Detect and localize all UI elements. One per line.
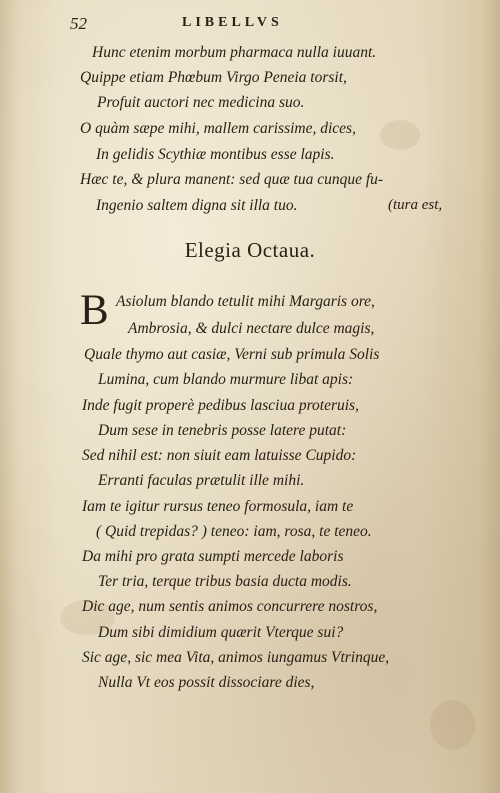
turnover-text: (tura est, [388,197,443,213]
page-header [0,12,500,34]
verse-line: Dum sibi dimidium quærit Vterque sui? [98,624,344,641]
verse-line: Nulla Vt eos possit dissociare dies, [98,674,315,691]
verse-line: Dic age, num sentis animos concurrere nostros, [82,598,378,615]
verse-line: Inde fugit properè pedibus lasciua proteruis, [82,397,359,414]
verse-line: Asiolum blando tetulit mihi Margaris ore, [116,293,375,310]
verse-line: Dum sese in tenebris posse latere putat: [98,422,347,439]
verse-line: Quale thymo aut casiæ, Verni sub primula Solis [84,346,380,363]
verse-line: In gelidis Scythiæ montibus esse lapis. [96,146,335,163]
drop-cap: B [80,287,109,334]
verse-line: Ingenio saltem digna sit illa tuo. [96,197,298,214]
verse-line: Erranti faculas prætulit ille mihi. [98,472,305,489]
page-number: 52 [70,14,87,33]
verse-line: Iam te igitur rursus teneo formosula, iam te [82,498,354,515]
elegy-title: Elegia Octaua. [184,238,316,262]
verse-line: Sic age, sic mea Vita, animos iungamus Vtrinque, [82,649,390,666]
verse-line: Sed nihil est: non siuit eam latuisse Cupido: [82,447,357,464]
paper-stain [430,700,475,750]
paper-stain [380,120,420,150]
verse-line: Hæc te, & plura manent: sed quæ tua cunque fu- [80,171,384,188]
verse-line: Quippe etiam Phœbum Virgo Peneia torsit, [80,69,347,86]
verse-line: Ter tria, terque tribus basia ducta modis. [98,573,352,590]
verse-line: O quàm sæpe mihi, mallem carissime, dices, [80,120,356,137]
verse-line: Profuit auctori nec medicina suo. [97,94,305,111]
verse-line: Hunc etenim morbum pharmaca nulla iuuant. [92,44,377,61]
verse-line: Ambrosia, & dulci nectare dulce magis, [128,320,375,337]
verse-line: Lumina, cum blando murmure libat apis: [98,371,354,388]
verse-line: Da mihi pro grata sumpti mercede laboris [82,548,344,565]
running-title: LIBELLVS [182,15,283,30]
verse-line: ( Quid trepidas? ) teneo: iam, rosa, te teneo. [96,523,372,540]
